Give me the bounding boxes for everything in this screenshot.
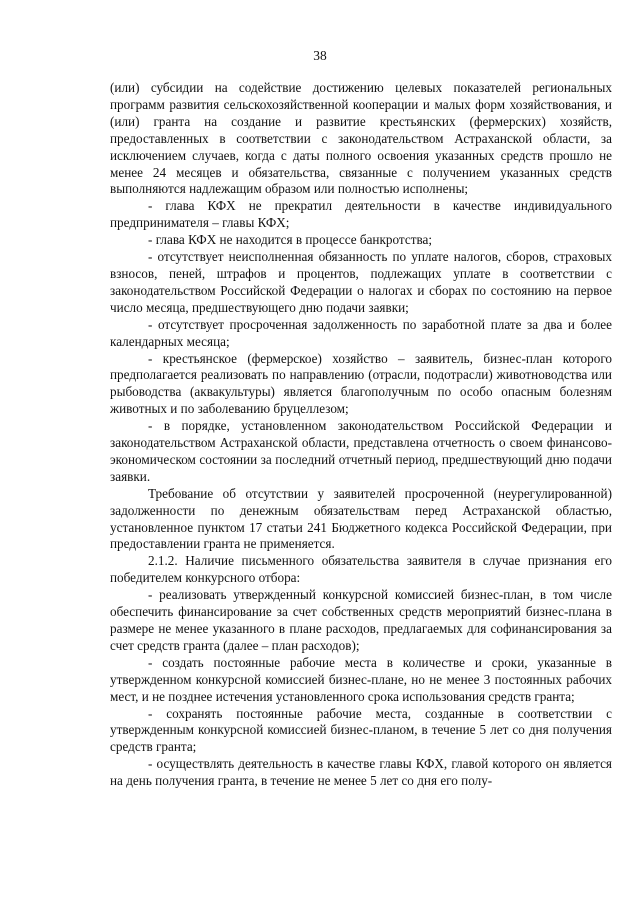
list-item: - реализовать утвержденный конкурсной комиссией бизнес-план, в том числе обеспечить финансирование за счет собственных средств мероприятий бизнес-плана в размере не менее указанного в плане расходов, предлагаемых для софинансирования за счет средств гранта (далее – план расходов); — [110, 587, 612, 653]
page-number: 38 — [313, 48, 327, 63]
list-item: - глава КФХ не прекратил деятельности в качестве индивидуального предпринимателя – главы КФХ; — [110, 198, 612, 231]
list-item: - создать постоянные рабочие места в количестве и сроки, указанные в утвержденном конкурсной комиссией бизнес-плане, но не менее 3 постоянных рабочих мест, и не позднее истечения установленного срока использования средств гранта; — [110, 654, 612, 704]
paragraph: Требование об отсутствии у заявителей просроченной (неурегулированной) задолженности по денежным обязательствам перед Астраханской областью, установленное пунктом 17 статьи 241 Бюджетного кодекса Российской Федерации, при предоставлении гранта не применяется. — [110, 485, 612, 552]
body-text — [110, 80, 612, 790]
list-item: - глава КФХ не находится в процессе банкротства; — [148, 232, 433, 248]
section-paragraph: 2.1.2. Наличие письменного обязательства заявителя в случае признания его победителем конкурсного отбора: — [110, 553, 612, 586]
list-item: - осуществлять деятельность в качестве главы КФХ, главой которого он является на день получения гранта, в течение не менее 5 лет со дня его полу- — [110, 756, 612, 789]
list-item: - крестьянское (фермерское) хозяйство – заявитель, бизнес-план которого предполагается реализовать по направлению (отрасли, подотрасли) животноводства или рыбоводства (аквакультуры) является благополучным по особо опасным болезням животных и по заболеванию бруцеллезом; — [110, 350, 612, 417]
list-item: - отсутствует просроченная задолженность по заработной плате за два и более календарных месяца; — [110, 316, 612, 349]
list-item: - в порядке, установленном законодательством Российской Федерации и законодательством Астраханской области, представлена отчетность о своем финансово-экономическом состоянии за последний отчетный период, предшествующий дню подачи заявки. — [110, 418, 612, 484]
list-item: - отсутствует неисполненная обязанность по уплате налогов, сборов, страховых взносов, пеней, штрафов и процентов, подлежащих уплате в соответствии с законодательством Российской Федерации о налогах и сборах по состоянию на первое число месяца, предшествующего дню подачи заявки; — [110, 249, 612, 315]
list-item: - сохранять постоянные рабочие места, созданные в соответствии с утвержденным конкурсной комиссией бизнес-планом, в течение 5 лет со дня получения средств гранта; — [110, 705, 612, 755]
paragraph-continuation: (или) субсидии на содействие достижению целевых показателей региональных программ развития сельскохозяйственной кооперации и малых форм хозяйствования, и (или) гранта на создание и развитие крестьянских (фермерских) хозяйств, предоставленных в соответствии с законодательством Астраханской области, за исключением случаев, когда с даты полного освоения указанных средств прошло не менее 24 месяцев и обязательства, связанные с получением указанных средств выполняются надлежащим образом или полностью исполнены; — [110, 80, 612, 197]
